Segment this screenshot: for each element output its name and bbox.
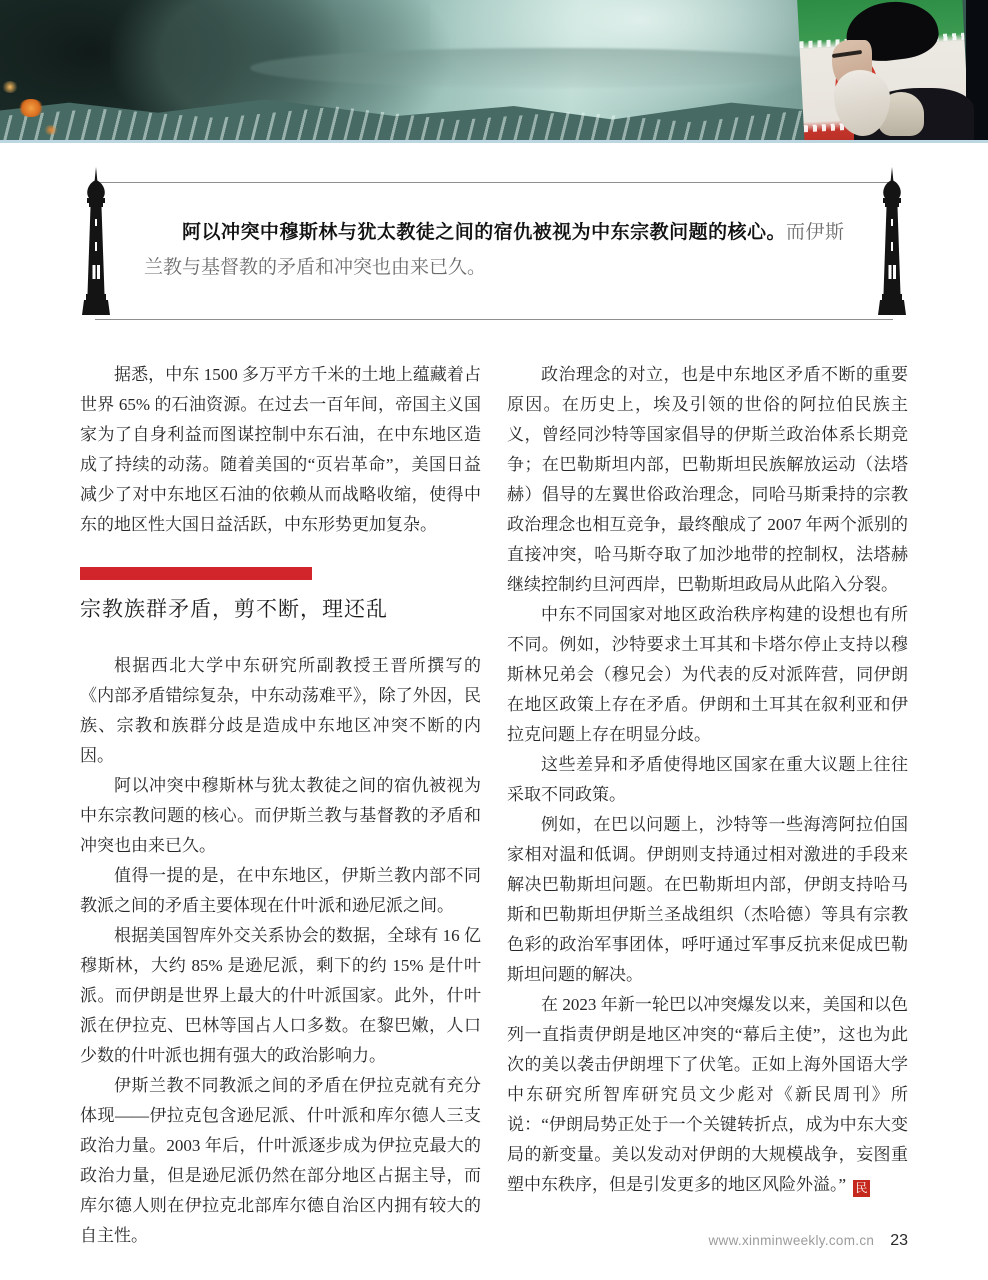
page-number: 23 — [890, 1232, 908, 1249]
minaret-icon — [62, 167, 130, 317]
paragraph: 例如，在巴以问题上，沙特等一些海湾阿拉伯国家相对温和低调。伊朗则支持通过相对激进的手段来解决巴勒斯坦问题。在巴勒斯坦内部，伊朗支持哈马斯和巴勒斯坦伊斯兰圣战组织（杰哈德）等具有宗教色彩的政治军事团体，呼吁通过军事反抗来促成巴勒斯坦问题的解决。 — [507, 815, 908, 984]
right-column — [507, 360, 908, 1251]
header-photo — [0, 0, 988, 143]
paragraph: 据悉，中东 1500 多万平方千米的土地上蕴藏着占世界 65% 的石油资源。在过去一百年间，帝国主义国家为了自身利益而图谋控制中东石油，在中东地区造成了持续的动荡。随着美国的“页岩革命”，美国日益减少了对中东地区石油的依赖从而战略收缩，使得中东的地区性大国日益活跃，中东形势更加复杂。 — [80, 365, 481, 534]
section-heading: 宗教族群矛盾，剪不断，理还乱 — [80, 597, 388, 621]
paragraph: 伊斯兰教不同教派之间的矛盾在伊拉克就有充分体现——伊拉克包含逊尼派、什叶派和库尔德人三支政治力量。2003 年后，什叶派逐步成为伊拉克最大的政治力量，但是逊尼派仍然在部分地区占据主导，而库尔德人则在伊拉克北部库尔德自治区内拥有较大的自主性。 — [80, 1076, 481, 1245]
pull-quote-section — [62, 167, 926, 332]
paragraph: 值得一提的是，在中东地区，伊斯兰教内部不同教派之间的矛盾主要体现在什叶派和逊尼派之间。 — [80, 866, 481, 915]
pull-quote-bold: 阿以冲突中穆斯林与犹太教徒之间的宿仇被视为中东宗教问题的核心。 — [182, 222, 787, 243]
paragraph-text: 在 2023 年新一轮巴以冲突爆发以来，美国和以色列一直指责伊朗是地区冲突的“幕后主使”，这也为此次的美以袭击伊朗埋下了伏笔。正如上海外国语大学中东研究所智库研究员文少彪对《新民周刊》所说：“伊朗局势正处于一个关键转折点，成为中东大变局的新变量。美以发动对伊朗的大规模战争，妄图重塑中东秩序，但是引发更多的地区风险外溢。” — [507, 995, 908, 1194]
magazine-end-seal: 民 — [853, 1180, 870, 1197]
left-column — [80, 360, 481, 1251]
section-accent-bar — [80, 567, 312, 580]
website-url: www.xinminweekly.com.cn — [708, 1233, 875, 1248]
paragraph: 根据美国智库外交关系协会的数据，全球有 16 亿穆斯林，大约 85% 是逊尼派，剩下的约 15% 是什叶派。而伊朗是世界上最大的什叶派国家。此外，什叶派在伊拉克、巴林等国占人口多数。在黎巴嫩，人口少数的什叶派也拥有强大的政治影响力。 — [80, 926, 481, 1065]
page-footer — [709, 1232, 909, 1250]
paragraph: 中东不同国家对地区政治秩序构建的设想也有所不同。例如，沙特要求土耳其和卡塔尔停止支持以穆斯林兄弟会（穆兄会）为代表的反对派阵营，同伊朗在地区政策上存在矛盾。伊朗和土耳其在叙利亚和伊拉克问题上存在明显分歧。 — [507, 605, 908, 744]
closing-paragraph — [507, 990, 908, 1200]
ember-glow — [18, 99, 44, 117]
ember-glow — [2, 81, 18, 93]
paragraph: 根据西北大学中东研究所副教授王晋所撰写的《内部矛盾错综复杂，中东动荡难平》，除了外因，民族、宗教和族群分歧是造成中东地区冲突不断的内因。 — [80, 656, 481, 765]
khamenei-portrait — [793, 0, 988, 143]
pull-quote-regular: 而伊斯兰教与基督教的矛盾和冲突也由来已久。 — [144, 222, 844, 278]
banner-divider — [0, 140, 988, 143]
minaret-icon — [858, 167, 926, 317]
paragraph: 政治理念的对立，也是中东地区矛盾不断的重要原因。在历史上，埃及引领的世俗的阿拉伯民族主义，曾经同沙特等国家倡导的伊斯兰政治体系长期竞争；在巴勒斯坦内部，巴勒斯坦民族解放运动（法塔赫）倡导的左翼世俗政治理念，同哈马斯秉持的宗教政治理念也相互竞争，最终酿成了 2007 年两个派别的直接冲突，哈马斯夺取了加沙地带的控制权，法塔赫继续控制约旦河西岸，巴勒斯坦政局从此陷入分裂。 — [507, 365, 908, 594]
article-body — [0, 332, 988, 1251]
pull-quote — [144, 215, 844, 285]
cloud-band — [250, 48, 850, 88]
paragraph: 阿以冲突中穆斯林与犹太教徒之间的宿仇被视为中东宗教问题的核心。而伊斯兰教与基督教的矛盾和冲突也由来已久。 — [80, 776, 481, 855]
ember-glow — [44, 125, 58, 135]
paragraph: 这些差异和矛盾使得地区国家在重大议题上往往采取不同政策。 — [507, 755, 908, 804]
